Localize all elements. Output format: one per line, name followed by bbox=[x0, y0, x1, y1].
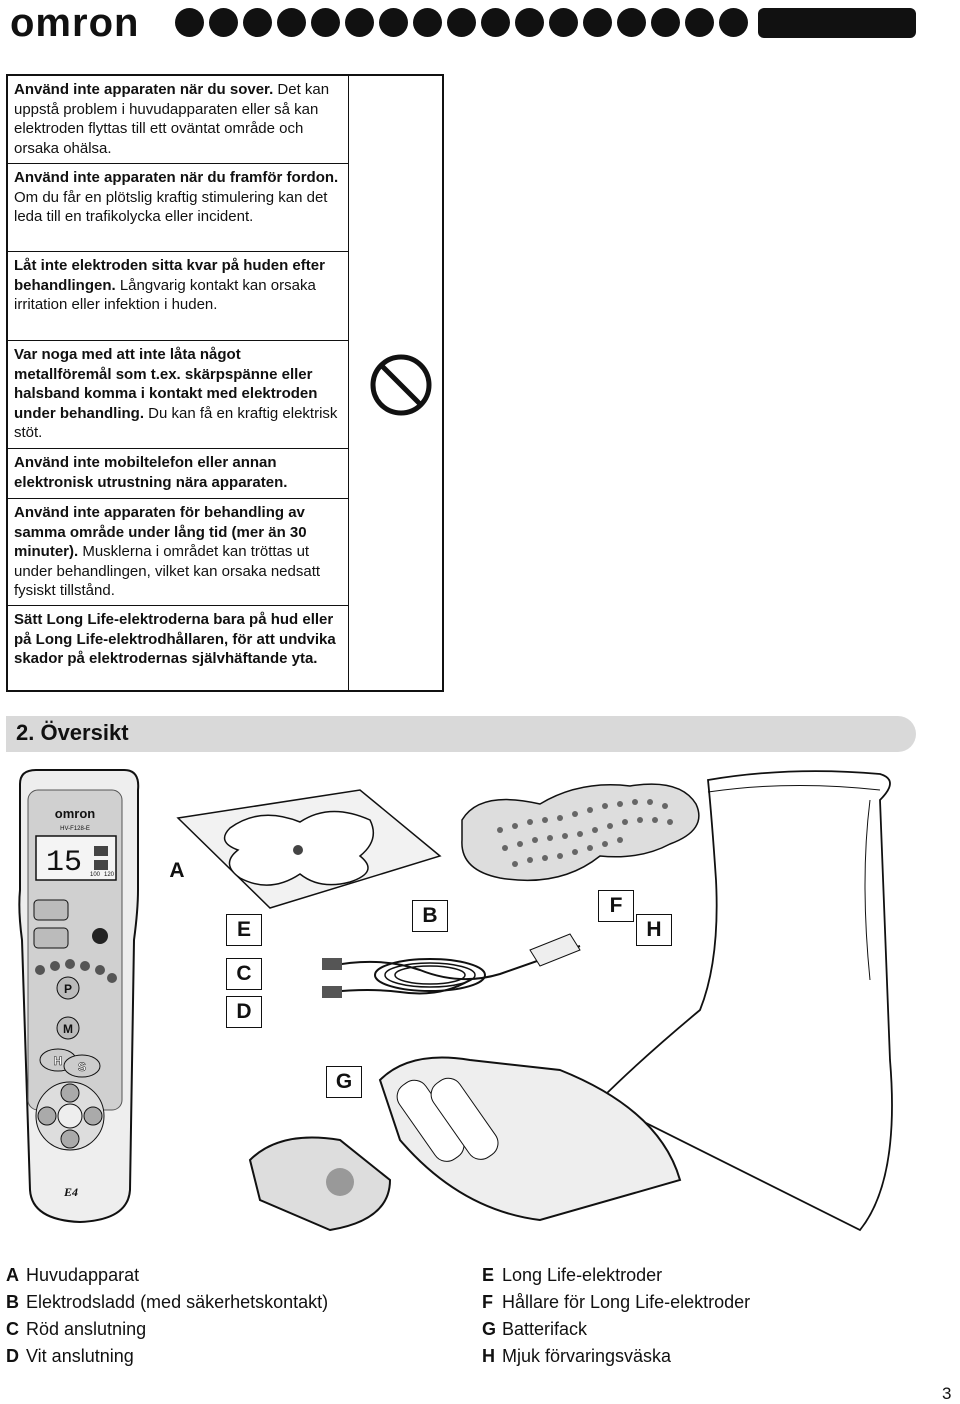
warning-bold: Låt inte elektroden sitta kvar på huden efter behandlingen. bbox=[14, 257, 325, 294]
warning-bold: Använd inte mobiltelefon eller annan elektronisk utrustning nära apparaten. bbox=[14, 454, 288, 491]
warning-text: Det kan uppstå problem i huvudapparaten eller så kan elektroden flyttas till ett oväntat område och orsaka ohälsa. bbox=[14, 81, 330, 157]
legend-left bbox=[6, 1262, 328, 1370]
warning-table bbox=[6, 74, 444, 692]
header-end-bar bbox=[758, 8, 916, 38]
battery-compartment-illustration bbox=[250, 1058, 680, 1231]
header-dots bbox=[175, 8, 748, 37]
warning-text: Långvarig kontakt kan orsaka irritation eller infektion i huden. bbox=[14, 276, 316, 313]
warning-item bbox=[8, 76, 348, 164]
callout-G: G bbox=[326, 1066, 362, 1098]
prohibition-icon bbox=[370, 354, 432, 416]
callout-A: A bbox=[169, 859, 185, 882]
warning-text: Musklerna i området kan tröttas ut under behandlingen, vilket kan orsaka nedsatt fysiskt tillstånd. bbox=[14, 543, 321, 599]
callout-H: H bbox=[636, 914, 672, 946]
warning-item bbox=[8, 606, 348, 692]
section-header-bar bbox=[6, 716, 916, 752]
warning-bold: Sätt Long Life-elektroderna bara på hud eller på Long Life-elektrodhållaren, för att undvika skador på elektrodernas självhäftande yta. bbox=[14, 611, 336, 667]
display-scale-100: 100 bbox=[90, 872, 101, 878]
callout-B: B bbox=[412, 900, 448, 932]
legend-right bbox=[482, 1262, 750, 1370]
warning-bold: Var noga med att inte låta något metallföremål som t.ex. skärpspänne eller halsband komma i kontakt med elektroden under behandling. bbox=[14, 346, 318, 422]
legend-item: D Vit anslutning bbox=[6, 1346, 134, 1366]
device-p-button: P bbox=[63, 982, 73, 996]
warning-item bbox=[8, 449, 348, 499]
callout-F: F bbox=[598, 890, 634, 922]
device-s-button: S bbox=[77, 1060, 87, 1074]
legend-item: B Elektrodsladd (med säkerhetskontakt) bbox=[6, 1292, 329, 1312]
legend-item: F Hållare för Long Life-elektroder bbox=[482, 1292, 751, 1312]
legend-item: E Long Life-elektroder bbox=[482, 1265, 663, 1285]
device-m-button: M bbox=[63, 1022, 73, 1036]
warning-item bbox=[8, 164, 348, 252]
warning-item bbox=[8, 252, 348, 341]
device-badge: E4 bbox=[64, 1185, 79, 1199]
electrodes-illustration bbox=[178, 790, 440, 908]
callout-C: C bbox=[226, 958, 262, 990]
callout-D: D bbox=[226, 996, 262, 1028]
lead-wire-illustration bbox=[322, 934, 580, 998]
legend-item: A Huvudapparat bbox=[6, 1265, 140, 1285]
device-model: HV-F128-E bbox=[60, 826, 90, 832]
page-number: 3 bbox=[942, 1384, 952, 1403]
warning-text: Du kan få en kraftig elektrisk stöt. bbox=[14, 404, 338, 441]
callout-E: E bbox=[226, 914, 262, 946]
section-title: 2. Översikt bbox=[16, 720, 129, 745]
warning-item bbox=[8, 341, 348, 449]
legend-item: C Röd anslutning bbox=[6, 1319, 147, 1339]
warning-item bbox=[8, 499, 348, 606]
electrode-holder-illustration bbox=[462, 784, 699, 880]
warning-text: Om du får en plötslig kraftig stimulering kan det leda till en trafikolycka eller incident. bbox=[14, 188, 328, 225]
legend-item: H Mjuk förvaringsväska bbox=[482, 1346, 672, 1366]
warning-column bbox=[8, 76, 349, 690]
main-unit-illustration bbox=[19, 770, 138, 1222]
display-scale-120: 120 bbox=[104, 872, 115, 878]
product-overview-illustration bbox=[0, 760, 960, 1250]
legend-item: G Batterifack bbox=[482, 1319, 588, 1339]
warning-bold: Använd inte apparaten när du framför fordon. bbox=[14, 169, 339, 186]
device-h-button: H bbox=[53, 1054, 63, 1068]
device-display-value: 15 bbox=[45, 846, 83, 880]
warning-bold: Använd inte apparaten när du sover. bbox=[14, 81, 274, 98]
warning-bold: Använd inte apparaten för behandling av samma område under lång tid (mer än 30 minuter). bbox=[14, 504, 307, 560]
omron-logo: omron bbox=[10, 1, 140, 45]
device-brand: omron bbox=[54, 806, 96, 821]
